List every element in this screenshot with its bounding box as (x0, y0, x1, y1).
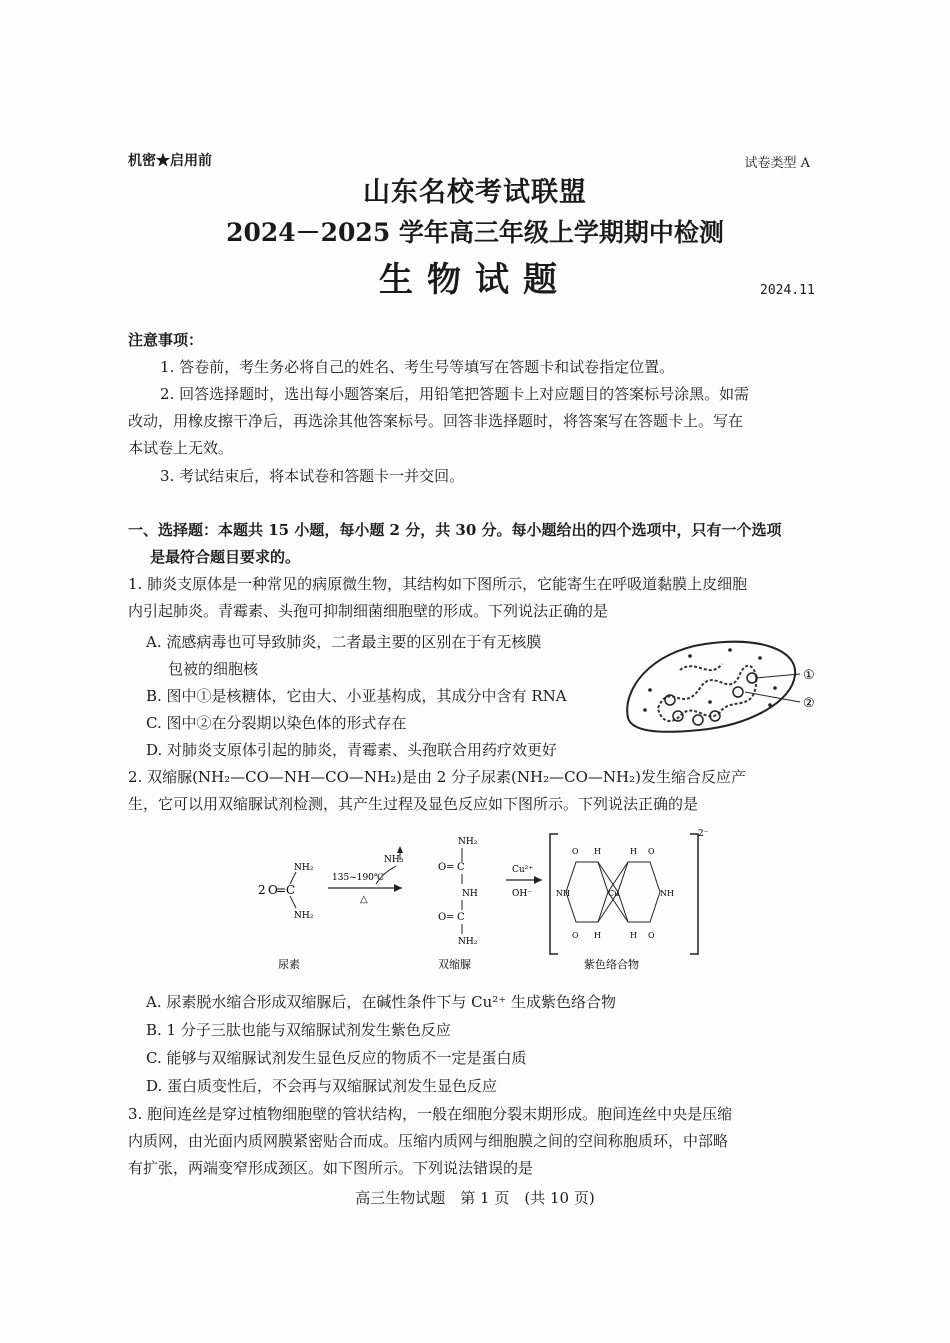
note-line: 改动，用橡皮擦干净后，再选涂其他答案标号。回答非选择题时，将答案写在答题卡上。写在 (128, 412, 744, 430)
svg-text:O: O (438, 912, 447, 923)
label-urea: 尿素 (278, 958, 300, 971)
svg-text:NH₂: NH₂ (294, 863, 314, 873)
note-line: 3. 考试结束后，将本试卷和答题卡一并交回。 (160, 467, 465, 485)
q1-option-a: 包被的细胞核 (168, 660, 259, 678)
page-footer: 高三生物试题 第 1 页 (共 10 页) (355, 1189, 595, 1207)
q1-option-d: D. 对肺炎支原体引起的肺炎，青霉素、头孢联合用药疗效更好 (146, 741, 558, 759)
biuret-reaction-diagram (250, 822, 710, 982)
q1-option-b: B. 图中①是核糖体，它由大、小亚基构成，其成分中含有 RNA (146, 687, 567, 705)
q2-option-b: B. 1 分子三肽也能与双缩脲试剂发生紫色反应 (146, 1021, 451, 1039)
confidential-label: 机密★启用前 (128, 153, 212, 169)
note-line: 本试卷上无效。 (128, 439, 234, 457)
q1-option-c: C. 图中②在分裂期以染色体的形式存在 (146, 714, 407, 732)
svg-text:NH₂: NH₂ (458, 837, 478, 847)
q2-option-a: A. 尿素脱水缩合形成双缩脲后，在碱性条件下与 Cu²⁺ 生成紫色络合物 (146, 993, 616, 1011)
svg-text:135~190℃: 135~190℃ (332, 873, 384, 883)
q1-stem: 1. 肺炎支原体是一种常见的病原微生物，其结构如下图所示，它能寄生在呼吸道黏膜上皮细胞 (128, 575, 748, 593)
svg-text:=: = (276, 883, 287, 897)
section-heading: 一、选择题：本题共 15 小题，每小题 2 分，共 30 分。每小题给出的四个选项中，只有一个选项 (128, 521, 782, 539)
svg-text:O: O (572, 931, 579, 940)
svg-text:Cu²⁺: Cu²⁺ (512, 865, 534, 875)
section-heading-cont: 是最符合题目要求的。 (150, 548, 301, 566)
svg-text:H: H (630, 931, 637, 940)
q1-option-a: A. 流感病毒也可导致肺炎，二者最主要的区别在于有无核膜 (146, 633, 542, 651)
svg-text:NH: NH (462, 889, 478, 899)
svg-text:NH₂: NH₂ (458, 937, 478, 947)
svg-text:NH: NH (660, 889, 674, 898)
label-nucleoid: ② (803, 696, 815, 711)
q2-stem: 2. 双缩脲(NH₂—CO—NH—CO—NH₂)是由 2 分子尿素(NH₂—CO—NH₂)发生缩合反应产 (128, 768, 746, 786)
label-ribosome: ① (803, 668, 815, 683)
svg-text:=: = (446, 862, 455, 873)
exam-date: 2024.11 (760, 283, 815, 298)
svg-text:2: 2 (258, 883, 266, 897)
mycoplasma-diagram (610, 630, 820, 742)
svg-text:NH: NH (556, 889, 570, 898)
svg-text:NH₂: NH₂ (294, 911, 314, 921)
svg-text:H: H (630, 847, 637, 856)
exam-period-title: 2024－2025 学年高三年级上学期期中检测 (226, 218, 724, 247)
label-biuret: 双缩脲 (438, 958, 471, 971)
q2-option-d: D. 蛋白质变性后，不会再与双缩脲试剂发生显色反应 (146, 1077, 498, 1095)
svg-text:O: O (648, 847, 655, 856)
svg-text:C: C (457, 862, 465, 873)
svg-text:C: C (457, 912, 465, 923)
svg-text:O: O (572, 847, 579, 856)
svg-text:OH⁻: OH⁻ (512, 889, 532, 899)
svg-text:=: = (446, 912, 455, 923)
subject-title: 生物试题 (379, 260, 571, 300)
exam-alliance-title: 山东名校考试联盟 (363, 177, 587, 208)
svg-text:△: △ (360, 894, 368, 905)
note-line: 1. 答卷前，考生务必将自己的姓名、考生号等填写在答题卡和试卷指定位置。 (160, 358, 675, 376)
note-line: 2. 回答选择题时，选出每小题答案后，用铅笔把答题卡上对应题目的答案标号涂黑。如需 (160, 385, 750, 403)
svg-text:NH₃: NH₃ (384, 855, 404, 865)
label-purple-complex: 紫色络合物 (584, 958, 639, 971)
q3-stem: 3. 胞间连丝是穿过植物细胞壁的管状结构，一般在细胞分裂末期形成。胞间连丝中央是压缩 (128, 1105, 733, 1123)
svg-text:O: O (438, 862, 447, 873)
svg-text:H: H (594, 847, 601, 856)
paper-type: 试卷类型 A (744, 156, 810, 171)
svg-text:O: O (268, 883, 278, 897)
svg-text:C: C (286, 883, 296, 897)
q1-stem: 内引起肺炎。青霉素、头孢可抑制细菌细胞壁的形成。下列说法正确的是 (128, 602, 609, 620)
q3-stem: 有扩张，两端变窄形成颈区。如下图所示。下列说法错误的是 (128, 1159, 534, 1177)
q2-option-c: C. 能够与双缩脲试剂发生显色反应的物质不一定是蛋白质 (146, 1049, 527, 1067)
notes-heading: 注意事项： (128, 331, 204, 349)
q3-stem: 内质网，由光面内质网膜紧密贴合而成。压缩内质网与细胞膜之间的空间称胞质环，中部略 (128, 1132, 729, 1150)
svg-text:2⁻: 2⁻ (698, 829, 709, 839)
svg-text:Cu: Cu (608, 889, 620, 898)
q2-stem: 生，它可以用双缩脲试剂检测，其产生过程及显色反应如下图所示。下列说法正确的是 (128, 795, 699, 813)
svg-text:H: H (594, 931, 601, 940)
svg-text:O: O (648, 931, 655, 940)
